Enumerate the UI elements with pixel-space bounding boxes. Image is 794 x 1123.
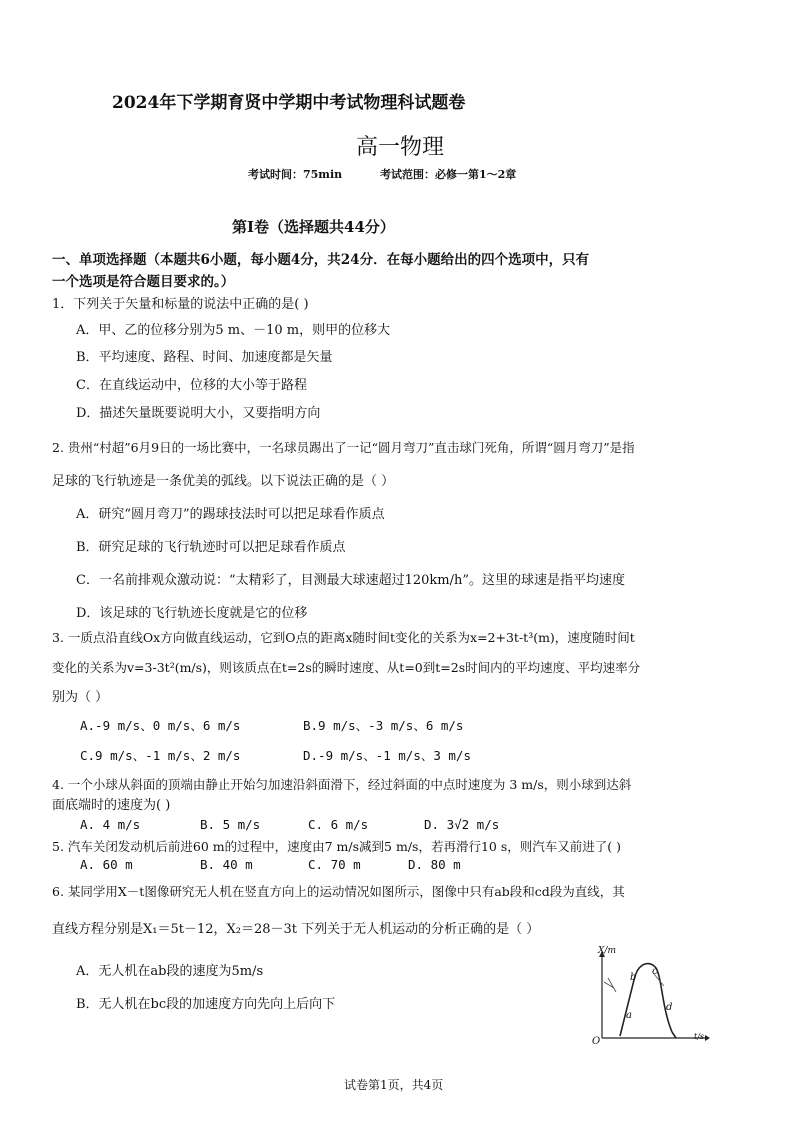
q3-option-c: C.9 m/s、-1 m/s、2 m/s xyxy=(80,748,241,763)
graph-handwriting-mark xyxy=(604,982,614,988)
graph-origin-label: O xyxy=(592,1036,601,1047)
q4-stem-line1: 4. 一个小球从斜面的顶端由静止开始匀加速沿斜面滑下，经过斜面的中点时速度为 3 m/s，则小球到达斜 xyxy=(52,777,632,792)
exam-time: 考试时间：75min xyxy=(248,168,343,181)
q3-stem-line1: 3. 一质点沿直线Ox方向做直线运动，它到O点的距离x随时间t变化的关系为x=2+3t-t³(m)，速度随时间t xyxy=(52,630,635,645)
q3-option-b: B.9 m/s、-3 m/s、6 m/s xyxy=(303,718,464,733)
q4-stem-line2: 面底端时的速度为( ) xyxy=(52,798,171,813)
exam-title: 2024年下学期育贤中学期中考试物理科试题卷 xyxy=(112,93,466,113)
q4-option-b: B. 5 m/s xyxy=(200,817,261,832)
graph-curve xyxy=(620,964,672,1036)
q3-stem-line2: 变化的关系为v=3-3t²(m/s)，则该质点在t=2s的瞬时速度、从t=0到t=2s时间内的平均速度、平均速率分 xyxy=(52,660,641,675)
q2-stem-line1: 2. 贵州“村超”6月9日的一场比赛中，一名球员踢出了一记“圆月弯刀”直击球门死角，所谓“圆月弯刀”是指 xyxy=(52,440,635,455)
graph-point-a: a xyxy=(626,1010,632,1021)
q2-stem-line2: 足球的飞行轨迹是一条优美的弧线。以下说法正确的是（ ） xyxy=(52,474,395,489)
q3-option-a: A.-9 m/s、0 m/s、6 m/s xyxy=(80,718,241,733)
q6-stem-line1: 6. 某同学用X－t图像研究无人机在竖直方向上的运动情况如图所示，图像中只有ab段和cd段为直线，其 xyxy=(52,884,625,899)
exam-scope: 考试范围：必修一第1～2章 xyxy=(380,168,517,181)
graph-x-label: t/s xyxy=(694,1032,705,1041)
graph-t-axis-arrow xyxy=(705,1035,710,1041)
q5-option-b: B. 40 m xyxy=(200,857,253,872)
q3-option-d: D.-9 m/s、-1 m/s、3 m/s xyxy=(303,748,471,763)
q5-option-d: D. 80 m xyxy=(408,857,461,872)
section-instruction-line2: 一个选项是符合题目要求的。） xyxy=(52,274,235,290)
q6-option-a: A．无人机在ab段的速度为5m/s xyxy=(76,964,264,979)
q5-stem: 5. 汽车关闭发动机后前进60 m的过程中，速度由7 m/s减到5 m/s，若再滑行10 s，则汽车又前进了( ) xyxy=(52,839,621,854)
q6-stem-line2: 直线方程分别是X₁＝5t－12，X₂＝28－3t 下列关于无人机运动的分析正确的是（ ） xyxy=(52,922,540,937)
q5-option-c: C. 70 m xyxy=(308,857,361,872)
q4-option-d: D. 3√2 m/s xyxy=(424,817,500,832)
page-footer: 试卷第1页，共4页 xyxy=(344,1078,444,1092)
graph-point-d: d xyxy=(666,1002,673,1013)
section-instruction-line1: 一、单项选择题（本题共6小题，每小题4分，共24分．在每小题给出的四个选项中，只有 xyxy=(52,252,590,268)
graph-y-label: X/m xyxy=(598,946,616,956)
graph-point-c: c xyxy=(652,966,658,977)
graph-cd-tail xyxy=(672,1032,676,1038)
q2-option-a: A．研究“圆月弯刀”的踢球技法时可以把足球看作质点 xyxy=(76,507,385,522)
exam-subtitle: 高一物理 xyxy=(356,135,445,160)
q4-option-a: A. 4 m/s xyxy=(80,817,141,832)
q4-option-c: C. 6 m/s xyxy=(308,817,369,832)
q6-xt-graph xyxy=(590,948,710,1048)
q6-option-b: B．无人机在bc段的加速度方向先向上后向下 xyxy=(76,997,336,1012)
q2-option-b: B．研究足球的飞行轨迹时可以把足球看作质点 xyxy=(76,540,346,555)
q1-option-c: C．在直线运动中，位移的大小等于路程 xyxy=(76,378,307,393)
q1-option-a: A．甲、乙的位移分别为5 m、－10 m，则甲的位移大 xyxy=(76,323,391,338)
q2-option-d: D．该足球的飞行轨迹长度就是它的位移 xyxy=(76,606,308,621)
q1-option-d: D．描述矢量既要说明大小，又要指明方向 xyxy=(76,406,321,421)
q1-stem: 1．下列关于矢量和标量的说法中正确的是( ) xyxy=(52,297,309,312)
q2-option-c: C．一名前排观众激动说：“太精彩了，目测最大球速超过120km/h”。这里的球速是指平均速度 xyxy=(76,573,626,588)
q6-xt-graph-svg xyxy=(590,948,710,1048)
q3-stem-line3: 别为（ ） xyxy=(52,690,109,705)
q1-option-b: B．平均速度、路程、时间、加速度都是矢量 xyxy=(76,350,333,365)
q5-option-a: A. 60 m xyxy=(80,857,133,872)
graph-point-b: b xyxy=(630,972,637,983)
part-heading: 第Ⅰ卷（选择题共44分） xyxy=(232,218,395,236)
